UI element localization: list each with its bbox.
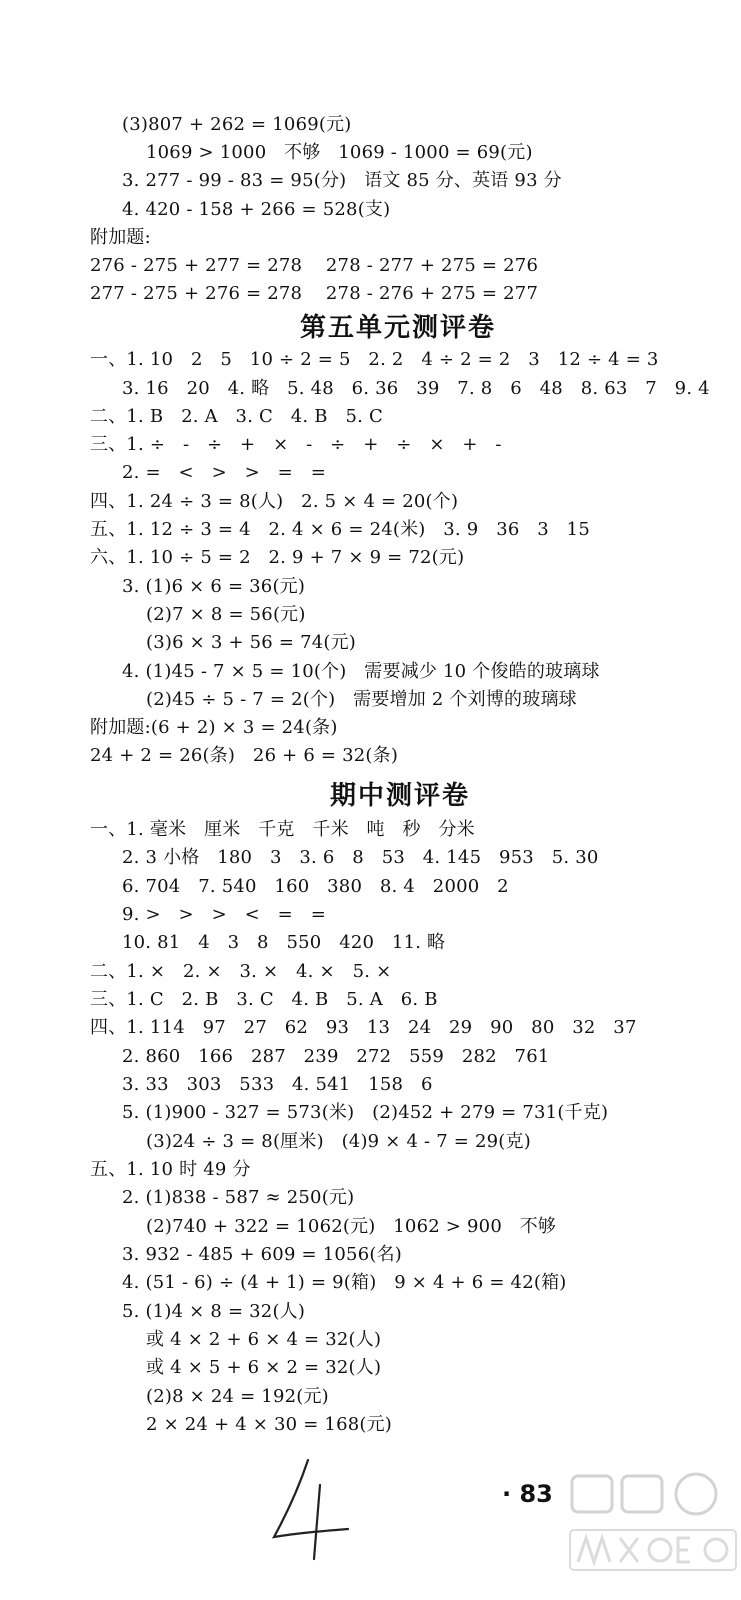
- answer-line: 一、1. 10 2 5 10 ÷ 2 = 5 2. 2 4 ÷ 2 = 2 3 12 ÷ 4 = 3: [90, 349, 659, 370]
- answer-line: 10. 81 4 3 8 550 420 11. 略: [122, 932, 446, 953]
- answer-line: (3)24 ÷ 3 = 8(厘米) (4)9 × 4 - 7 = 29(克): [146, 1131, 531, 1152]
- answer-line: 3. (1)6 × 6 = 36(元): [122, 576, 306, 597]
- answer-line: 3. 277 - 99 - 83 = 95(分) 语文 85 分、英语 93 分: [122, 170, 562, 191]
- answer-line: 三、1. C 2. B 3. C 4. B 5. A 6. B: [90, 989, 438, 1010]
- answer-line: 四、1. 24 ÷ 3 = 8(人) 2. 5 × 4 = 20(个): [90, 491, 459, 512]
- answer-line: 一、1. 毫米 厘米 千克 千米 吨 秒 分米: [90, 819, 475, 840]
- answer-line: 277 - 275 + 276 = 278 278 - 276 + 275 = 277: [90, 283, 539, 304]
- answer-line: 2. 860 166 287 239 272 559 282 761: [122, 1046, 550, 1067]
- handwritten-four-mark: [268, 1455, 358, 1565]
- answer-line: 5. (1)4 × 8 = 32(人): [122, 1301, 306, 1322]
- answer-line: 2. (1)838 - 587 ≈ 250(元): [122, 1187, 355, 1208]
- answer-line: (2)740 + 322 = 1062(元) 1062 > 900 不够: [146, 1216, 557, 1237]
- answer-line: 4. 420 - 158 + 266 = 528(支): [122, 199, 391, 220]
- answer-line: 6. 704 7. 540 160 380 8. 4 2000 2: [122, 876, 509, 897]
- answer-line: 3. 33 303 533 4. 541 158 6: [122, 1074, 433, 1095]
- watermark-logo: [568, 1472, 738, 1592]
- answer-line: 六、1. 10 ÷ 5 = 2 2. 9 + 7 × 9 = 72(元): [90, 547, 465, 568]
- answer-line: 9. > > > < = =: [122, 904, 327, 925]
- page-number: · 83: [502, 1480, 553, 1508]
- answer-line: 附加题:(6 + 2) × 3 = 24(条): [90, 717, 338, 738]
- answer-line: (3)807 + 262 = 1069(元): [122, 114, 352, 135]
- answer-line: (2)8 × 24 = 192(元): [146, 1386, 329, 1407]
- section-title: 期中测评卷: [330, 781, 471, 811]
- answer-line: 或 4 × 5 + 6 × 2 = 32(人): [146, 1357, 382, 1378]
- answer-line: 2. 3 小格 180 3 3. 6 8 53 4. 145 953 5. 30: [122, 847, 599, 868]
- answer-line: 1069 > 1000 不够 1069 - 1000 = 69(元): [146, 142, 533, 163]
- answer-line: 3. 16 20 4. 略 5. 48 6. 36 39 7. 8 6 48 8. 63 7 9. 4: [122, 378, 710, 399]
- section-title: 第五单元测评卷: [300, 313, 497, 343]
- answer-line: 四、1. 114 97 27 62 93 13 24 29 90 80 32 37: [90, 1017, 637, 1038]
- answer-line: 五、1. 12 ÷ 3 = 4 2. 4 × 6 = 24(米) 3. 9 36 3 15: [90, 519, 590, 540]
- answer-line: 4. (51 - 6) ÷ (4 + 1) = 9(箱) 9 × 4 + 6 = 42(箱): [122, 1272, 567, 1293]
- answer-line: 2. = < > > = =: [122, 462, 327, 483]
- answer-line: 4. (1)45 - 7 × 5 = 10(个) 需要减少 10 个俊皓的玻璃球: [122, 661, 600, 682]
- answer-line: (3)6 × 3 + 56 = 74(元): [146, 632, 357, 653]
- answer-line: 24 + 2 = 26(条) 26 + 6 = 32(条): [90, 745, 399, 766]
- answer-line: 或 4 × 2 + 6 × 4 = 32(人): [146, 1329, 382, 1350]
- answer-line: 五、1. 10 时 49 分: [90, 1159, 251, 1180]
- answer-line: (2)45 ÷ 5 - 7 = 2(个) 需要增加 2 个刘博的玻璃球: [146, 689, 577, 710]
- answer-line: (2)7 × 8 = 56(元): [146, 604, 306, 625]
- answer-line: 2 × 24 + 4 × 30 = 168(元): [146, 1414, 393, 1435]
- answer-line: 5. (1)900 - 327 = 573(米) (2)452 + 279 = 731(千克): [122, 1102, 609, 1123]
- answer-line: 二、1. B 2. A 3. C 4. B 5. C: [90, 406, 383, 427]
- answer-line: 二、1. × 2. × 3. × 4. × 5. ×: [90, 961, 392, 982]
- answer-line: 附加题:: [90, 227, 151, 248]
- answer-line: 三、1. ÷ - ÷ + × - ÷ + ÷ × + -: [90, 434, 502, 455]
- answer-line: 3. 932 - 485 + 609 = 1056(名): [122, 1244, 402, 1265]
- answer-line: 276 - 275 + 277 = 278 278 - 277 + 275 = 276: [90, 255, 539, 276]
